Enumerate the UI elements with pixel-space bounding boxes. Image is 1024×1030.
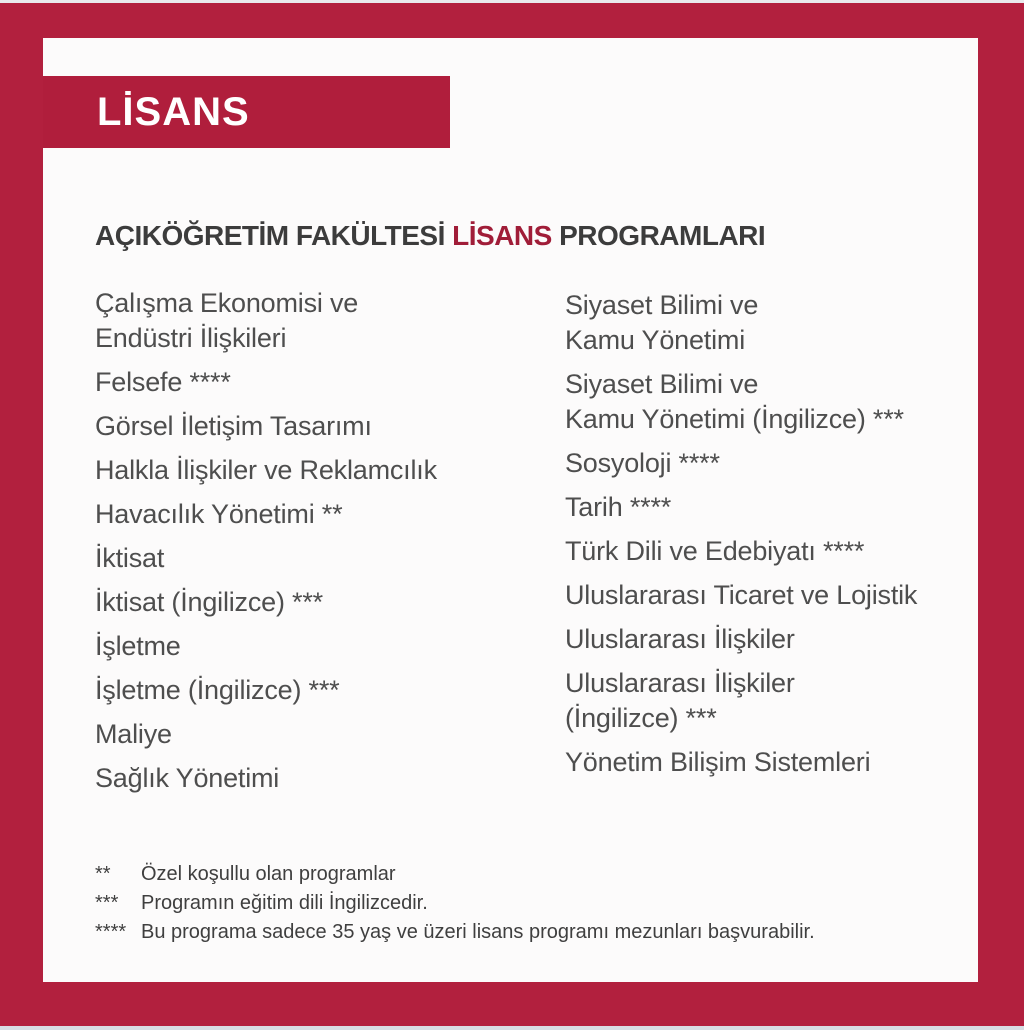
program-line: Uluslararası İlişkiler	[565, 668, 795, 698]
program-line: Kamu Yönetimi (İngilizce) ***	[565, 404, 904, 434]
program-item	[95, 585, 535, 620]
footnote-text: Programın eğitim dili İngilizcedir.	[141, 892, 428, 914]
program-item	[95, 497, 535, 532]
program-item	[565, 622, 975, 657]
program-item	[95, 453, 535, 488]
footnote-marker: **	[95, 863, 111, 885]
program-line: Felsefe ****	[95, 367, 231, 397]
program-item	[565, 534, 975, 569]
footnote-row	[95, 889, 815, 918]
program-line: Havacılık Yönetimi **	[95, 499, 343, 529]
program-item	[565, 490, 975, 525]
program-line: İktisat (İngilizce) ***	[95, 587, 323, 617]
program-item	[565, 666, 975, 736]
program-line: Tarih ****	[565, 492, 672, 522]
program-line: Sağlık Yönetimi	[95, 763, 280, 793]
program-line: Siyaset Bilimi ve	[565, 369, 759, 399]
program-item	[565, 288, 975, 358]
title-suffix: PROGRAMLARI	[551, 220, 766, 251]
program-line: Uluslararası Ticaret ve Lojistik	[565, 580, 918, 610]
lisans-band	[43, 76, 450, 148]
footnote-row	[95, 918, 815, 947]
program-line: Yönetim Bilişim Sistemleri	[565, 747, 871, 777]
program-item	[95, 717, 535, 752]
program-line: Sosyoloji ****	[565, 448, 720, 478]
program-line: Maliye	[95, 719, 172, 749]
program-line: Halkla İlişkiler ve Reklamcılık	[95, 455, 437, 485]
footnote-row	[95, 860, 815, 889]
footnote-text: Özel koşullu olan programlar	[141, 863, 396, 885]
program-line: Kamu Yönetimi	[565, 325, 745, 355]
program-line: Görsel İletişim Tasarımı	[95, 411, 372, 441]
program-item	[95, 761, 535, 796]
footnotes	[95, 860, 815, 947]
footnote-marker: ****	[95, 921, 127, 943]
program-line: İktisat	[95, 543, 165, 573]
footnote-marker: ***	[95, 892, 119, 914]
program-line: Uluslararası İlişkiler	[565, 624, 795, 654]
program-item	[95, 629, 535, 664]
program-item	[95, 286, 535, 356]
program-line: Siyaset Bilimi ve	[565, 290, 759, 320]
program-line: Çalışma Ekonomisi ve	[95, 288, 359, 318]
page-title	[95, 220, 765, 252]
program-item	[565, 367, 975, 437]
program-item	[95, 541, 535, 576]
title-prefix: AÇIKÖĞRETİM FAKÜLTESİ	[95, 220, 453, 251]
program-item	[95, 409, 535, 444]
program-line: İşletme (İngilizce) ***	[95, 675, 340, 705]
program-column-right	[565, 288, 975, 789]
program-column-left	[95, 286, 535, 805]
program-line: Türk Dili ve Edebiyatı ****	[565, 536, 865, 566]
content-page	[43, 38, 978, 982]
program-line: İşletme	[95, 631, 181, 661]
footnote-text: Bu programa sadece 35 yaş ve üzeri lisans programı mezunları başvurabilir.	[141, 921, 815, 943]
bottom-edge-strip	[0, 1026, 1024, 1030]
program-line: Endüstri İlişkileri	[95, 323, 287, 353]
program-item	[95, 365, 535, 400]
program-line: (İngilizce) ***	[565, 703, 717, 733]
band-label: LİSANS	[97, 90, 250, 134]
program-item	[565, 446, 975, 481]
program-item	[565, 745, 975, 780]
top-edge-strip	[0, 0, 1024, 3]
program-item	[95, 673, 535, 708]
program-item	[565, 578, 975, 613]
title-highlight: LİSANS	[452, 220, 552, 251]
